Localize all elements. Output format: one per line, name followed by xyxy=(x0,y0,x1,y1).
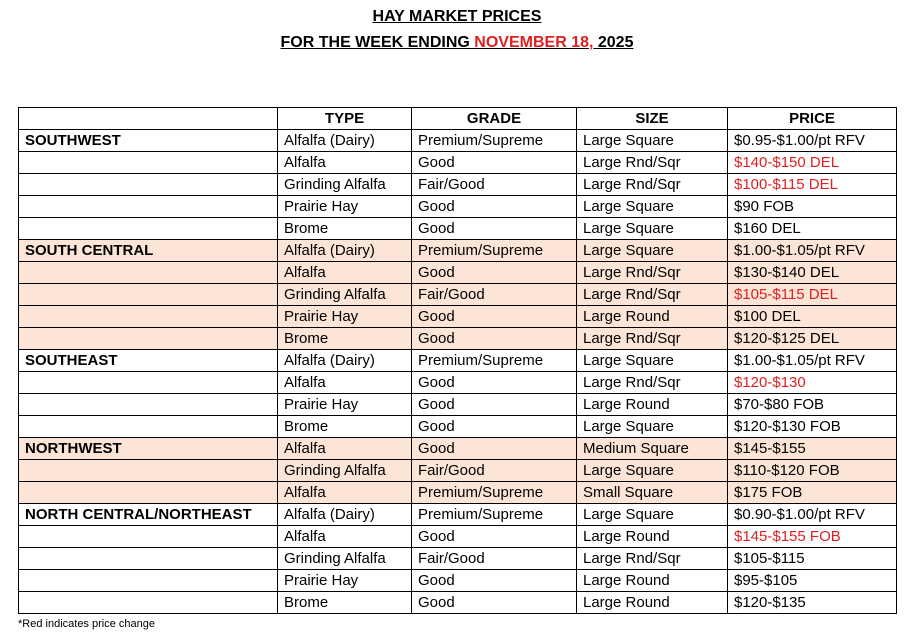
type-cell: Prairie Hay xyxy=(278,570,412,592)
type-cell: Brome xyxy=(278,416,412,438)
price-cell: $100 DEL xyxy=(728,306,897,328)
size-cell: Large Square xyxy=(577,460,728,482)
size-cell: Small Square xyxy=(577,482,728,504)
region-cell xyxy=(19,196,278,218)
grade-cell: Good xyxy=(412,218,577,240)
size-cell: Large Round xyxy=(577,570,728,592)
grade-cell: Good xyxy=(412,306,577,328)
table-row xyxy=(19,438,897,460)
size-cell: Large Square xyxy=(577,218,728,240)
region-cell: SOUTHWEST xyxy=(19,130,278,152)
table-row xyxy=(19,460,897,482)
size-cell: Large Square xyxy=(577,240,728,262)
region-cell xyxy=(19,416,278,438)
table-row xyxy=(19,416,897,438)
type-cell: Alfalfa xyxy=(278,372,412,394)
table-row xyxy=(19,592,897,614)
region-cell xyxy=(19,548,278,570)
table-row xyxy=(19,548,897,570)
region-cell xyxy=(19,152,278,174)
price-cell: $70-$80 FOB xyxy=(728,394,897,416)
type-cell: Grinding Alfalfa xyxy=(278,174,412,196)
table-row xyxy=(19,482,897,504)
table-row xyxy=(19,284,897,306)
price-cell: $100-$115 DEL xyxy=(728,174,897,196)
grade-cell: Good xyxy=(412,526,577,548)
region-cell: NORTHWEST xyxy=(19,438,278,460)
hay-price-table xyxy=(18,107,897,614)
table-header-row xyxy=(19,108,897,130)
size-cell: Large Rnd/Sqr xyxy=(577,152,728,174)
grade-cell: Fair/Good xyxy=(412,174,577,196)
price-cell: $0.90-$1.00/pt RFV xyxy=(728,504,897,526)
grade-cell: Premium/Supreme xyxy=(412,350,577,372)
type-cell: Alfalfa xyxy=(278,152,412,174)
col-header-type: TYPE xyxy=(278,108,412,130)
region-cell xyxy=(19,262,278,284)
type-cell: Alfalfa xyxy=(278,438,412,460)
size-cell: Large Round xyxy=(577,394,728,416)
grade-cell: Good xyxy=(412,416,577,438)
size-cell: Large Rnd/Sqr xyxy=(577,548,728,570)
region-cell xyxy=(19,372,278,394)
price-cell: $110-$120 FOB xyxy=(728,460,897,482)
table-row xyxy=(19,350,897,372)
price-cell: $160 DEL xyxy=(728,218,897,240)
price-cell: $90 FOB xyxy=(728,196,897,218)
grade-cell: Premium/Supreme xyxy=(412,482,577,504)
price-cell: $105-$115 xyxy=(728,548,897,570)
subtitle-date: NOVEMBER 18, xyxy=(474,34,594,51)
region-cell: SOUTHEAST xyxy=(19,350,278,372)
type-cell: Prairie Hay xyxy=(278,306,412,328)
grade-cell: Good xyxy=(412,438,577,460)
table-row xyxy=(19,504,897,526)
grade-cell: Good xyxy=(412,592,577,614)
table-row xyxy=(19,306,897,328)
size-cell: Large Rnd/Sqr xyxy=(577,372,728,394)
table-row xyxy=(19,196,897,218)
col-header-size: SIZE xyxy=(577,108,728,130)
size-cell: Large Square xyxy=(577,416,728,438)
price-cell: $120-$130 xyxy=(728,372,897,394)
region-cell xyxy=(19,570,278,592)
price-cell: $120-$130 FOB xyxy=(728,416,897,438)
subtitle-prefix: FOR THE WEEK ENDING xyxy=(280,34,475,51)
region-cell xyxy=(19,460,278,482)
table-row xyxy=(19,262,897,284)
price-cell: $1.00-$1.05/pt RFV xyxy=(728,350,897,372)
subtitle-year: 2025 xyxy=(593,34,634,51)
table-row xyxy=(19,394,897,416)
type-cell: Brome xyxy=(278,592,412,614)
grade-cell: Premium/Supreme xyxy=(412,504,577,526)
grade-cell: Good xyxy=(412,372,577,394)
table-row xyxy=(19,130,897,152)
region-cell xyxy=(19,526,278,548)
grade-cell: Good xyxy=(412,394,577,416)
type-cell: Alfalfa xyxy=(278,482,412,504)
size-cell: Large Square xyxy=(577,504,728,526)
grade-cell: Good xyxy=(412,328,577,350)
grade-cell: Fair/Good xyxy=(412,548,577,570)
table-row xyxy=(19,372,897,394)
report-title: HAY MARKET PRICES xyxy=(372,8,542,25)
size-cell: Large Rnd/Sqr xyxy=(577,328,728,350)
size-cell: Large Round xyxy=(577,306,728,328)
grade-cell: Good xyxy=(412,570,577,592)
size-cell: Medium Square xyxy=(577,438,728,460)
grade-cell: Good xyxy=(412,196,577,218)
type-cell: Alfalfa xyxy=(278,262,412,284)
price-cell: $95-$105 xyxy=(728,570,897,592)
size-cell: Large Rnd/Sqr xyxy=(577,262,728,284)
region-cell xyxy=(19,306,278,328)
size-cell: Large Rnd/Sqr xyxy=(577,174,728,196)
type-cell: Prairie Hay xyxy=(278,196,412,218)
type-cell: Alfalfa (Dairy) xyxy=(278,130,412,152)
type-cell: Alfalfa (Dairy) xyxy=(278,350,412,372)
type-cell: Brome xyxy=(278,328,412,350)
price-cell: $145-$155 xyxy=(728,438,897,460)
table-row xyxy=(19,240,897,262)
region-cell xyxy=(19,284,278,306)
grade-cell: Premium/Supreme xyxy=(412,130,577,152)
price-cell: $0.95-$1.00/pt RFV xyxy=(728,130,897,152)
size-cell: Large Rnd/Sqr xyxy=(577,284,728,306)
region-cell xyxy=(19,394,278,416)
price-cell: $105-$115 DEL xyxy=(728,284,897,306)
type-cell: Grinding Alfalfa xyxy=(278,284,412,306)
table-body xyxy=(19,130,897,614)
grade-cell: Good xyxy=(412,262,577,284)
type-cell: Alfalfa xyxy=(278,526,412,548)
size-cell: Large Square xyxy=(577,130,728,152)
table-row xyxy=(19,218,897,240)
col-header-grade: GRADE xyxy=(412,108,577,130)
size-cell: Large Square xyxy=(577,350,728,372)
type-cell: Grinding Alfalfa xyxy=(278,548,412,570)
price-cell: $145-$155 FOB xyxy=(728,526,897,548)
size-cell: Large Round xyxy=(577,526,728,548)
price-cell: $120-$125 DEL xyxy=(728,328,897,350)
price-cell: $140-$150 DEL xyxy=(728,152,897,174)
col-header-region xyxy=(19,108,278,130)
type-cell: Alfalfa (Dairy) xyxy=(278,504,412,526)
region-cell: NORTH CENTRAL/NORTHEAST xyxy=(19,504,278,526)
region-cell xyxy=(19,328,278,350)
type-cell: Grinding Alfalfa xyxy=(278,460,412,482)
table-row xyxy=(19,328,897,350)
size-cell: Large Square xyxy=(577,196,728,218)
region-cell xyxy=(19,482,278,504)
grade-cell: Fair/Good xyxy=(412,460,577,482)
region-cell: SOUTH CENTRAL xyxy=(19,240,278,262)
price-cell: $120-$135 xyxy=(728,592,897,614)
region-cell xyxy=(19,592,278,614)
table-row xyxy=(19,526,897,548)
region-cell xyxy=(19,218,278,240)
report-subtitle xyxy=(0,34,914,52)
grade-cell: Good xyxy=(412,152,577,174)
price-cell: $175 FOB xyxy=(728,482,897,504)
type-cell: Prairie Hay xyxy=(278,394,412,416)
table-row xyxy=(19,152,897,174)
region-cell xyxy=(19,174,278,196)
grade-cell: Premium/Supreme xyxy=(412,240,577,262)
col-header-price: PRICE xyxy=(728,108,897,130)
table-row xyxy=(19,570,897,592)
price-cell: $130-$140 DEL xyxy=(728,262,897,284)
grade-cell: Fair/Good xyxy=(412,284,577,306)
type-cell: Brome xyxy=(278,218,412,240)
footnote: *Red indicates price change xyxy=(18,618,155,630)
price-cell: $1.00-$1.05/pt RFV xyxy=(728,240,897,262)
table-row xyxy=(19,174,897,196)
size-cell: Large Round xyxy=(577,592,728,614)
type-cell: Alfalfa (Dairy) xyxy=(278,240,412,262)
